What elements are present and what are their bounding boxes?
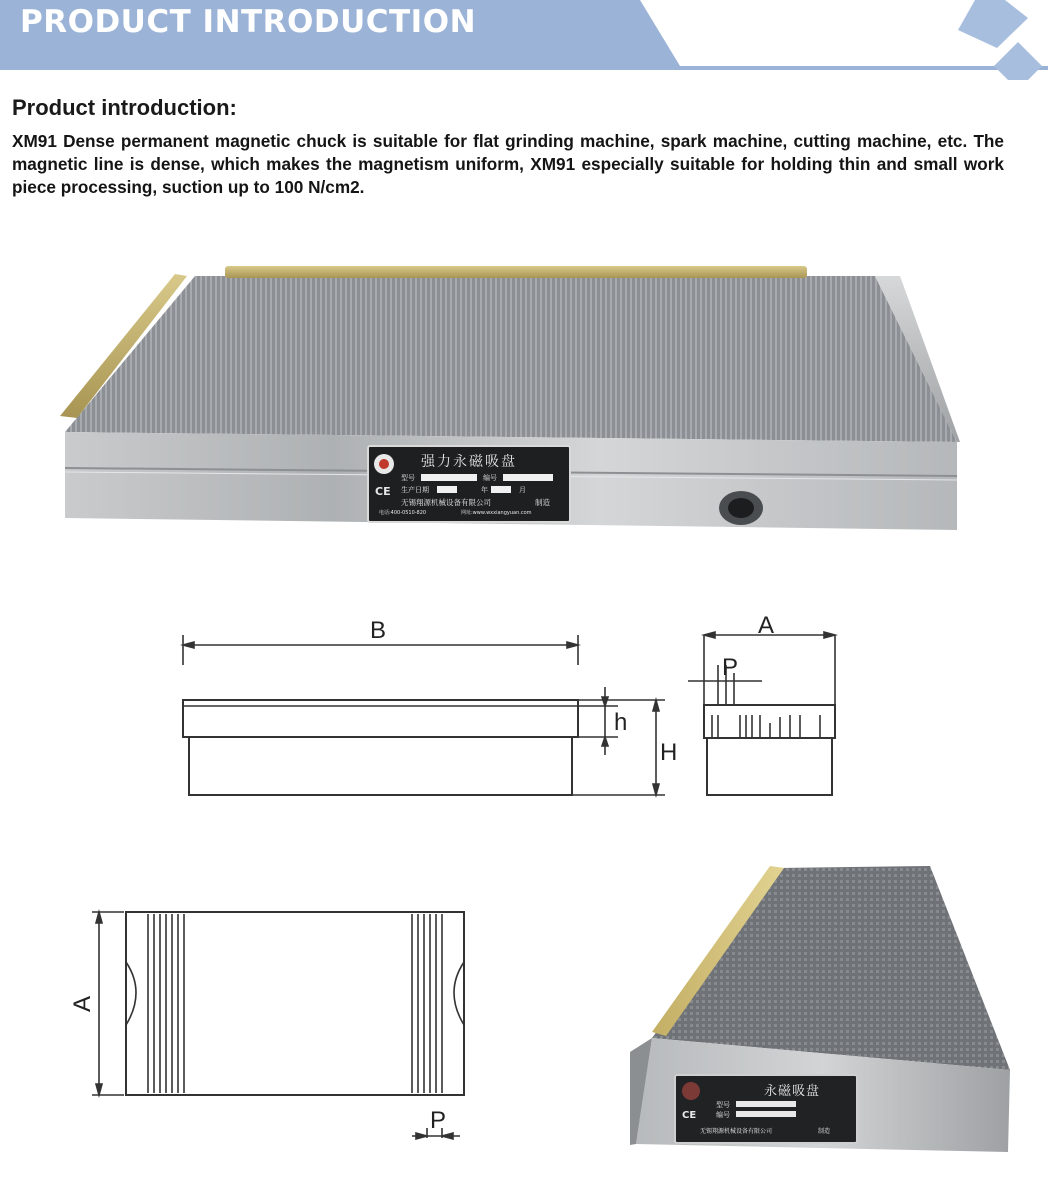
nameplate2-title: 永磁吸盘 — [764, 1084, 821, 1099]
label-P-top: P — [430, 1107, 447, 1134]
nameplate2-model: 型号 — [716, 1101, 730, 1109]
product-photo-secondary — [630, 862, 1018, 1157]
banner-title: PRODUCT INTRODUCTION — [20, 4, 477, 40]
nameplate-maker: 无锡翔源机械设备有限公司 — [401, 498, 491, 507]
product-description: XM91 Dense permanent magnetic chuck is suitable for flat grinding machine, spark machine, cutting machine, etc. The magnetic line is dense, which makes the magnetism uniform, XM91 especially suitable for holding thin and small work piece processing, suction up to 100 N/cm2. — [12, 131, 1004, 197]
nameplate2-ce: CE — [682, 1110, 697, 1121]
nameplate-web: 网址:www.wxxiangyuan.com — [461, 510, 532, 516]
nameplate-year: 年 — [481, 486, 488, 494]
chuck-top-surface — [65, 276, 957, 442]
nameplate-title: 强力永磁吸盘 — [421, 454, 517, 470]
nameplate — [367, 445, 571, 523]
nameplate-serial: 编号 — [483, 474, 497, 482]
nameplate-phone: 电话:400-0510-820 — [379, 510, 427, 516]
dimension-drawing-side — [170, 605, 870, 810]
nameplate-date: 生产日期 — [401, 486, 429, 494]
nameplate-2 — [674, 1074, 858, 1144]
label-A: A — [758, 612, 775, 639]
nameplate2-maker: 无锡翔源机械设备有限公司 — [700, 1128, 773, 1135]
nameplate2-logo-icon — [682, 1082, 700, 1100]
label-P: P — [722, 654, 739, 681]
section-heading: Product introduction: — [12, 95, 237, 120]
label-A-top: A — [70, 995, 96, 1012]
nameplate-month: 月 — [519, 486, 526, 494]
header-banner — [0, 0, 1048, 80]
back-brass-strip — [225, 266, 807, 278]
nameplate-made: 制造 — [535, 498, 550, 507]
product-photo-main — [55, 262, 965, 537]
label-h: h — [614, 709, 628, 736]
nameplate-ce: CE — [375, 485, 391, 498]
label-H: H — [660, 739, 678, 766]
dimension-drawing-top — [70, 900, 480, 1150]
label-B: B — [370, 617, 387, 644]
nameplate2-serial: 编号 — [716, 1111, 730, 1119]
nameplate-logo-mark — [379, 459, 389, 469]
nameplate2-made: 制造 — [818, 1128, 831, 1135]
nameplate-model: 型号 — [401, 474, 415, 482]
